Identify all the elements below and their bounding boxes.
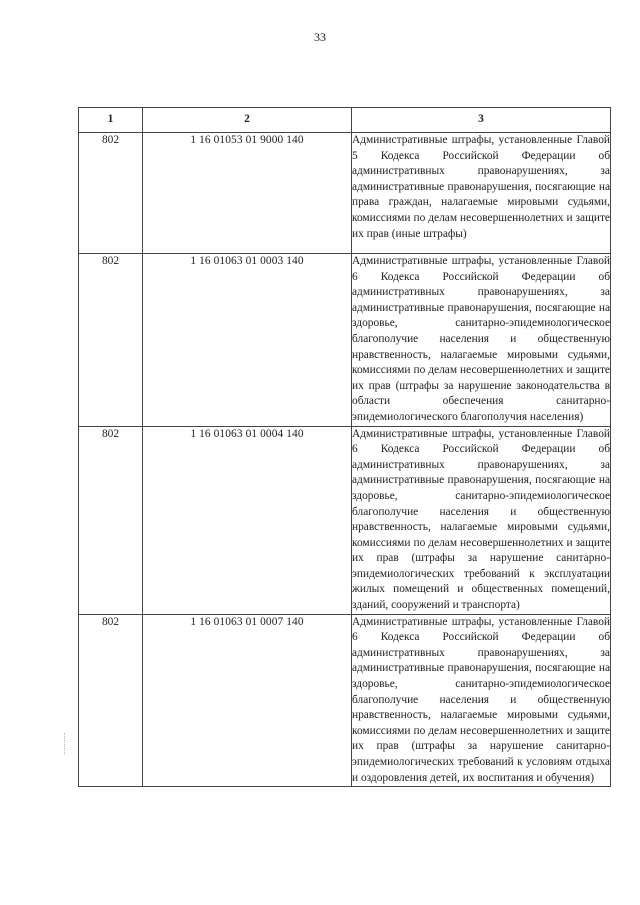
admin-code-cell: 802 xyxy=(79,426,143,614)
kbk-code-cell: 1 16 01063 01 0003 140 xyxy=(143,254,352,427)
page-number: 33 xyxy=(314,30,326,44)
admin-code-cell: 802 xyxy=(79,614,143,787)
fines-table xyxy=(78,107,611,787)
table-row xyxy=(79,254,611,427)
table-body xyxy=(79,133,611,787)
table-row xyxy=(79,133,611,254)
table-header xyxy=(79,108,611,133)
admin-code-cell: 802 xyxy=(79,254,143,427)
header-row xyxy=(79,108,611,133)
column-header-2: 2 xyxy=(143,108,352,133)
scan-margin-mark xyxy=(64,733,66,755)
table-row xyxy=(79,426,611,614)
kbk-code-cell: 1 16 01063 01 0004 140 xyxy=(143,426,352,614)
description-cell: Административные штрафы, установленные Главой 6 Кодекса Российской Федерации об административных правонарушениях, за административные правонарушения, посягающие на здоровье, санитарно-эпидемиологическое благополучие населения и общественную нравственность, налагаемые мировыми судьями, комиссиями по делам несовершеннолетних и защите их прав (штрафы за нарушение санитарно-эпидемиологических требований к условиям отдыха и оздоровления детей, их воспитания и обучения) xyxy=(352,614,611,787)
kbk-code-cell: 1 16 01053 01 9000 140 xyxy=(143,133,352,254)
admin-code-cell: 802 xyxy=(79,133,143,254)
description-cell: Административные штрафы, установленные Главой 6 Кодекса Российской Федерации об административных правонарушениях, за административные правонарушения, посягающие на здоровье, санитарно-эпидемиологическое благополучие населения и общественную нравственность, налагаемые мировыми судьями, комиссиями по делам несовершеннолетних и защите их прав (штрафы за нарушение законодательства в области обеспечения санитарно-эпидемиологического благополучия населения) xyxy=(352,254,611,427)
description-cell: Административные штрафы, установленные Главой 5 Кодекса Российской Федерации об административных правонарушениях, за административные правонарушения, посягающие на права граждан, налагаемые мировыми судьями, комиссиями по делам несовершеннолетних и защите их прав (иные штрафы) xyxy=(352,133,611,254)
table-row xyxy=(79,614,611,787)
column-header-3: 3 xyxy=(352,108,611,133)
column-header-1: 1 xyxy=(79,108,143,133)
description-cell: Административные штрафы, установленные Главой 6 Кодекса Российской Федерации об административных правонарушениях, за административные правонарушения, посягающие на здоровье, санитарно-эпидемиологическое благополучие населения и общественную нравственность, налагаемые мировыми судьями, комиссиями по делам несовершеннолетних и защите их прав (штрафы за нарушение санитарно-эпидемиологических требований к эксплуатации жилых помещений и общественных помещений, зданий, сооружений и транспорта) xyxy=(352,426,611,614)
kbk-code-cell: 1 16 01063 01 0007 140 xyxy=(143,614,352,787)
